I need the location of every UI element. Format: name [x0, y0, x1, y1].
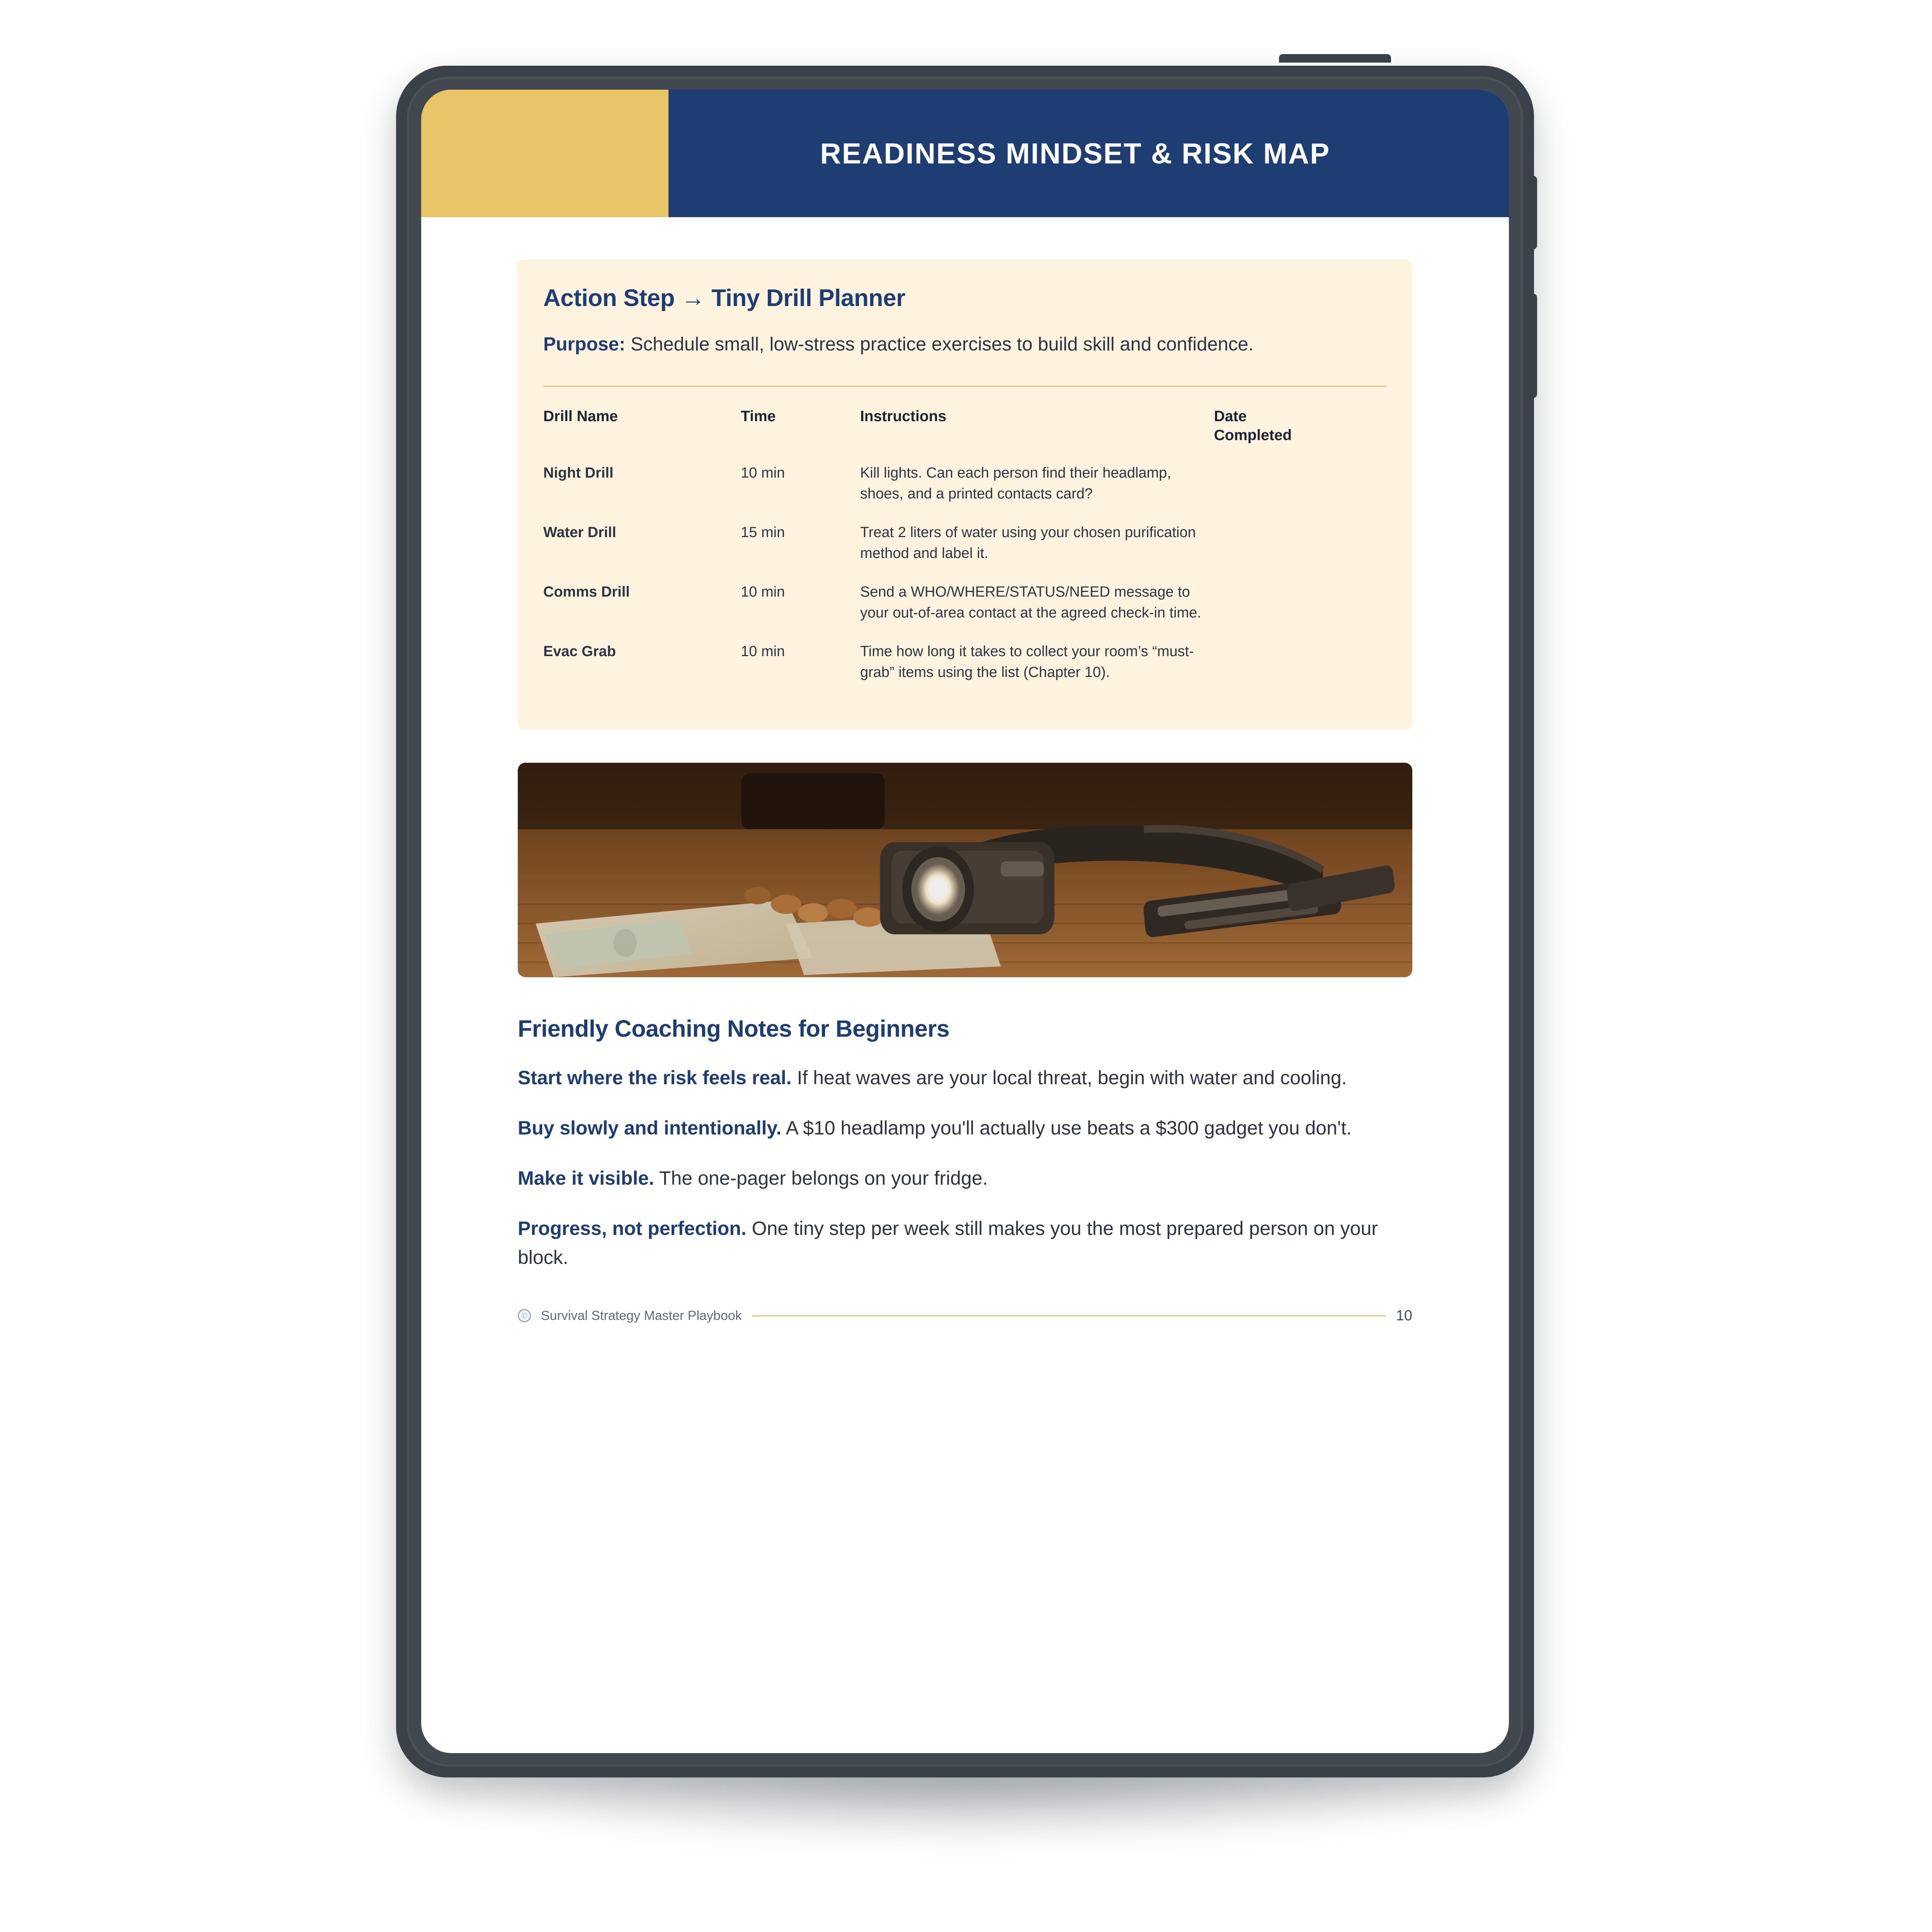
power-button[interactable] — [1279, 54, 1391, 63]
action-step-purpose — [543, 330, 1347, 359]
headlamp-photo — [518, 763, 1412, 977]
cell-date-completed[interactable] — [1214, 522, 1387, 582]
column-header-date-completed: Date Completed — [1214, 408, 1292, 444]
page-body — [421, 260, 1509, 1324]
coaching-note-lead: Start where the risk feels real. — [518, 1066, 792, 1088]
cell-instructions: Time how long it takes to collect your room’s “must-grab” items using the list (Chapter 10). — [860, 643, 1194, 680]
cell-instructions: Send a WHO/WHERE/STATUS/NEED message to your out-of-area contact at the agreed check-in time. — [860, 584, 1201, 621]
page-footer — [518, 1308, 1412, 1324]
copyright-icon: © — [518, 1309, 531, 1322]
footer-book-title: Survival Strategy Master Playbook — [541, 1308, 742, 1323]
page-title: READINESS MINDSET & RISK MAP — [820, 137, 1330, 170]
coaching-note-body: A $10 headlamp you'll actually use beats a $300 gadget you don't. — [781, 1117, 1352, 1139]
coaching-notes-title: Friendly Coaching Notes for Beginners — [518, 1015, 950, 1042]
cell-drill-name: Evac Grab — [543, 643, 616, 660]
coaching-note-lead: Buy slowly and intentionally. — [518, 1117, 782, 1139]
cell-date-completed[interactable] — [1214, 641, 1387, 701]
card-divider — [543, 386, 1387, 387]
table-row — [543, 582, 1387, 641]
action-step-title: Action Step → Tiny Drill Planner — [543, 285, 905, 311]
cell-time: 10 min — [741, 643, 785, 660]
tablet-screen — [421, 90, 1509, 1753]
coaching-note-body: One tiny step per week still makes you the most prepared person on your block. — [518, 1217, 1378, 1268]
column-header-instructions: Instructions — [860, 408, 947, 425]
coaching-note — [518, 1114, 1412, 1143]
purpose-text: Schedule small, low-stress practice exercises to build skill and confidence. — [625, 334, 1254, 355]
drill-planner-table — [543, 407, 1387, 701]
coaching-note — [518, 1164, 1412, 1193]
table-row — [543, 641, 1387, 701]
cell-instructions: Treat 2 liters of water using your chosen purification method and label it. — [860, 524, 1196, 562]
footer-divider — [752, 1315, 1386, 1316]
cell-drill-name: Night Drill — [543, 465, 614, 481]
coaching-note-body: The one-pager belongs on your fridge. — [654, 1167, 988, 1189]
coaching-note-lead: Make it visible. — [518, 1167, 654, 1189]
column-header-time: Time — [741, 408, 776, 425]
coaching-note — [518, 1063, 1412, 1092]
column-header-drill-name: Drill Name — [543, 408, 618, 425]
table-header-row — [543, 407, 1387, 463]
page-number: 10 — [1396, 1307, 1412, 1324]
header-accent-block — [421, 90, 668, 217]
coaching-note-lead: Progress, not perfection. — [518, 1217, 747, 1239]
header-band — [668, 90, 1509, 217]
cell-time: 15 min — [741, 524, 785, 541]
volume-up-button[interactable] — [1529, 176, 1537, 249]
cell-date-completed[interactable] — [1214, 463, 1387, 522]
cell-time: 10 min — [741, 465, 785, 481]
page-header — [421, 90, 1509, 217]
table-row — [543, 522, 1387, 582]
action-step-card — [518, 260, 1412, 730]
volume-down-button[interactable] — [1529, 294, 1537, 398]
photo-illustration — [518, 763, 1412, 977]
cell-date-completed[interactable] — [1214, 582, 1387, 641]
cell-drill-name: Comms Drill — [543, 584, 630, 600]
table-row — [543, 463, 1387, 522]
coaching-note-body: If heat waves are your local threat, begin with water and cooling. — [791, 1066, 1347, 1088]
coaching-note — [518, 1214, 1412, 1272]
cell-instructions: Kill lights. Can each person find their headlamp, shoes, and a printed contacts card? — [860, 465, 1171, 502]
cell-drill-name: Water Drill — [543, 524, 616, 541]
cell-time: 10 min — [741, 584, 785, 600]
purpose-label: Purpose: — [543, 334, 626, 355]
